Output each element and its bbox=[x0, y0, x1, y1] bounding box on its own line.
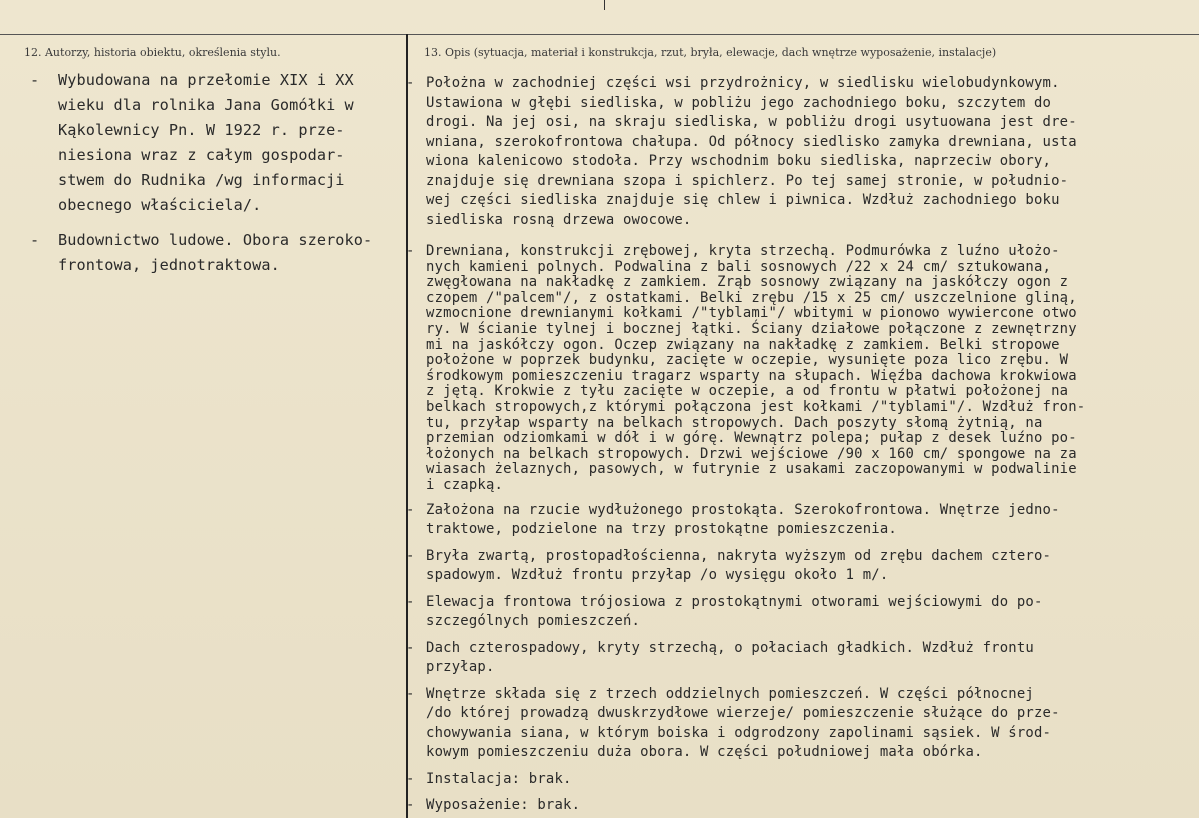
section-13-heading: 13. Opis (sytuacja, materiał i konstrukcja, rzut, bryła, elewacje, dach wnętrze wyposażenie, instalacje) bbox=[424, 46, 997, 59]
text-line: mi na jaskółczy ogon. Oczep związany na nakładkę z zamkiem. Belki stropowe bbox=[426, 336, 1060, 353]
text-line: przemian odziomkami w dół i w górę. Wewnątrz polepa; pułap z desek luźno po- bbox=[426, 430, 1077, 447]
bullet-dash: - bbox=[406, 501, 415, 518]
text-line: wzmocnione drewnianymi kołkami /"tyblami"/ wbitymi w pionowo wywiercone otwo bbox=[426, 305, 1077, 322]
text-line: wniana, szerokofrontowa chałupa. Od północy siedlisko zamyka drewniana, usta bbox=[426, 133, 1077, 150]
text-line: Bryła zwartą, prostopadłościenna, nakryta wyższym od zrębu dachem cztero- bbox=[426, 547, 1052, 564]
description-entry bbox=[398, 770, 1198, 790]
text-line: Drewniana, konstrukcji zrębowej, kryta strzechą. Podmurówka z luźno ułożo- bbox=[426, 243, 1060, 259]
text-line: łożonych na belkach stropowych. Drzwi wejściowe /90 x 160 cm/ spongowe na za bbox=[426, 445, 1077, 462]
text-line: zwęgłowana na nakładkę z zamkiem. Zrąb sosnowy związany na jaskółczy ogon z bbox=[426, 274, 1069, 291]
bullet-dash: - bbox=[406, 685, 415, 702]
text-line: Położna w zachodniej części wsi przydrożnicy, w siedlisku wielobudynkowym. bbox=[426, 75, 1060, 91]
text-line: drogi. Na jej osi, na skraju siedliska, w pobliżu drogi usytuowana jest dre- bbox=[426, 114, 1077, 130]
history-column bbox=[24, 68, 396, 278]
text-line: /do której prowadzą dwuskrzydłowe wierzeje/ pomieszczenie służące do prze- bbox=[426, 705, 1060, 721]
text-line: czopem /"palcem"/, z ostatkami. Belki zrębu /15 x 25 cm/ uszczelnione gliną, bbox=[426, 289, 1077, 306]
text-line: wiona kalenicowo stodoła. Przy wschodnim boku siedliska, naprzeciw obory, bbox=[426, 153, 1052, 169]
header-rule bbox=[0, 34, 1199, 35]
text-line: kowym pomieszczeniu duża obora. W części południowej mała obórka. bbox=[426, 744, 983, 760]
description-entry bbox=[398, 547, 1198, 586]
bullet-dash: - bbox=[406, 243, 415, 259]
text-line: Budownictwo ludowe. Obora szeroko- bbox=[58, 231, 373, 249]
text-line: Wybudowana na przełomie XIX i XX bbox=[58, 71, 354, 89]
text-line: i czapką. bbox=[426, 476, 504, 493]
bullet-dash: - bbox=[406, 797, 415, 813]
text-line: siedliska rosną drzewa owocowe. bbox=[426, 211, 692, 228]
text-line: traktowe, podzielone na trzy prostokątne pomieszczenia. bbox=[426, 521, 897, 537]
text-line: obecnego właściciela/. bbox=[58, 196, 262, 214]
text-line: szczególnych pomieszczeń. bbox=[426, 613, 641, 629]
text-line: środkowym pomieszczeniu tragarz wsparty na słupach. Więźba dachowa krokwiowa bbox=[426, 367, 1077, 384]
description-entry bbox=[398, 639, 1198, 678]
text-line: belkach stropowych,z którymi połączona jest kołkami /"tyblami"/. Wzdłuż fron- bbox=[426, 398, 1086, 415]
text-line: Wyposażenie: brak. bbox=[426, 797, 581, 813]
description-entry bbox=[398, 74, 1198, 230]
bullet-dash: - bbox=[30, 71, 40, 89]
bullet-dash: - bbox=[30, 231, 40, 249]
bullet-dash: - bbox=[406, 770, 415, 787]
text-line: Instalacja: brak. bbox=[426, 770, 572, 787]
text-line: znajduje się drewniana szopa i spichlerz. Po tej samej stronie, w południo- bbox=[426, 172, 1069, 189]
text-line: tu, przyłap wsparty na belkach stropowych. Dach poszyty słomą żytnią, na bbox=[426, 414, 1043, 431]
bullet-dash: - bbox=[406, 547, 415, 564]
text-line: z jętą. Krokwie z tyłu zacięte w oczepie, a od frontu w płatwi położonej na bbox=[426, 383, 1069, 400]
text-line: wieku dla rolnika Jana Gomółki w bbox=[58, 96, 354, 114]
bullet-dash: - bbox=[406, 639, 415, 656]
bullet-dash: - bbox=[406, 75, 415, 91]
description-entry bbox=[398, 501, 1198, 540]
fold-mark bbox=[604, 0, 605, 10]
description-column bbox=[398, 74, 1198, 816]
text-line: przyłap. bbox=[426, 659, 495, 675]
text-line: spadowym. Wzdłuż frontu przyłap /o wysięgu około 1 m/. bbox=[426, 567, 889, 583]
text-line: niesiona wraz z całym gospodar- bbox=[58, 146, 345, 164]
description-entry bbox=[398, 685, 1198, 763]
text-line: położone w poprzek budynku, zacięte w oczepie, wysunięte poza lico zrębu. W bbox=[426, 352, 1069, 369]
text-line: chowywania siana, w którym boiska i odgrodzony zapolinami sąsiek. W środ- bbox=[426, 724, 1052, 741]
description-entry bbox=[398, 593, 1198, 632]
bullet-dash: - bbox=[406, 593, 415, 610]
text-line: Elewacja frontowa trójosiowa z prostokątnymi otworami wejściowymi do po- bbox=[426, 593, 1043, 610]
text-line: ry. W ścianie tylnej i bocznej łątki. Ściany działowe połączone z zewnętrzny bbox=[426, 320, 1077, 337]
text-line: Dach czterospadowy, kryty strzechą, o połaciach gładkich. Wzdłuż frontu bbox=[426, 639, 1034, 656]
history-entry bbox=[24, 68, 396, 218]
text-line: Wnętrze składa się z trzech oddzielnych pomieszczeń. W części północnej bbox=[426, 685, 1034, 702]
text-line: nych kamieni polnych. Podwalina z bali sosnowych /22 x 24 cm/ sztukowana, bbox=[426, 258, 1052, 275]
text-line: frontowa, jednotraktowa. bbox=[58, 256, 280, 274]
text-line: Założona na rzucie wydłużonego prostokąta. Szerokofrontowa. Wnętrze jedno- bbox=[426, 501, 1060, 518]
text-line: Ustawiona w głębi siedliska, w pobliżu jego zachodniego boku, szczytem do bbox=[426, 94, 1052, 111]
text-line: wiasach żelaznych, pasowych, w futrynie z usakami zaczopowanymi w podwalinie bbox=[426, 461, 1077, 478]
section-12-heading: 12. Autorzy, historia obiektu, określenia stylu. bbox=[24, 46, 281, 59]
text-line: Kąkolewnicy Pn. W 1922 r. prze- bbox=[58, 121, 345, 139]
text-line: stwem do Rudnika /wg informacji bbox=[58, 171, 345, 189]
text-line: wej części siedliska znajduje się chlew i piwnica. Wzdłuż zachodniego boku bbox=[426, 192, 1060, 208]
description-entry bbox=[398, 244, 1198, 494]
description-entry bbox=[398, 796, 1198, 816]
history-entry bbox=[24, 228, 396, 278]
